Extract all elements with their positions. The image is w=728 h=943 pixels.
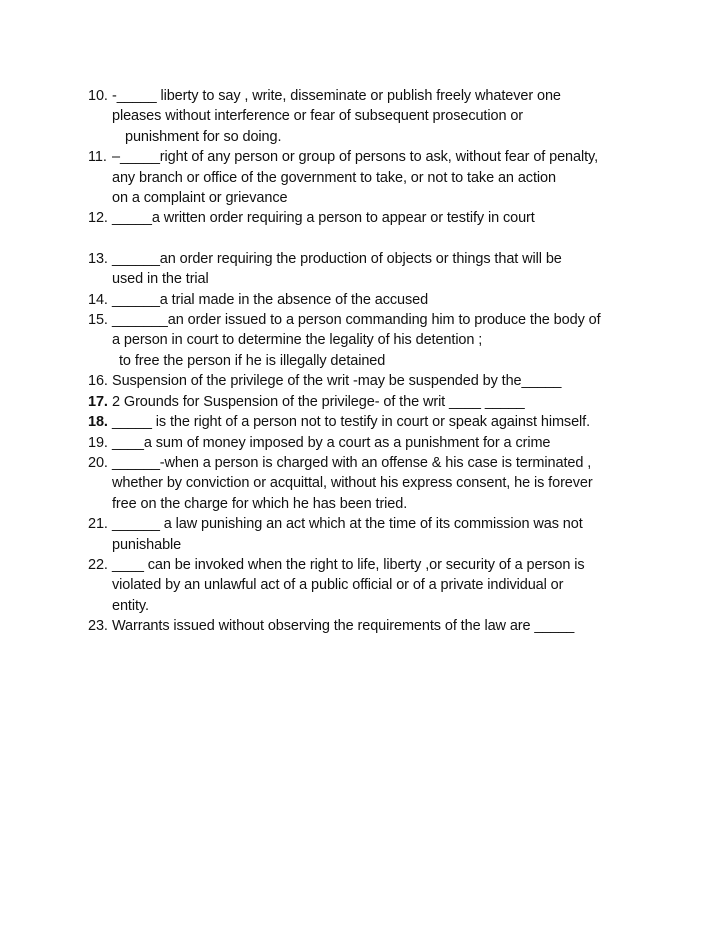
- item-number: 22.: [88, 556, 108, 573]
- item-number: 18.: [88, 414, 108, 431]
- item-text-line: on a complaint or grievance: [112, 190, 288, 207]
- item-text-line: any branch or office of the government to take, or not to take an action: [112, 169, 556, 186]
- item-text-line: _____ is the right of a person not to testify in court or speak against himself.: [112, 414, 591, 431]
- item-number: 23.: [88, 618, 108, 635]
- item-text-line: ____a sum of money imposed by a court as a punishment for a crime: [112, 434, 551, 451]
- list-item: [88, 433, 648, 453]
- list-item: [88, 86, 648, 147]
- list-item: [88, 147, 648, 208]
- list-item: [88, 290, 648, 310]
- item-text-line: _____a written order requiring a person to appear or testify in court: [112, 210, 535, 227]
- item-text-line: ______a trial made in the absence of the accused: [112, 291, 429, 308]
- item-text-line: –_____right of any person or group of persons to ask, without fear of penalty,: [112, 149, 599, 166]
- list-item: [88, 514, 648, 555]
- list-item: [88, 453, 648, 514]
- list-item: [88, 310, 648, 371]
- list-item: [88, 249, 648, 290]
- item-number: 12.: [88, 210, 108, 227]
- item-number: 21.: [88, 516, 108, 533]
- item-text-line: punishable: [112, 536, 182, 553]
- item-text-line: a person in court to determine the legality of his detention ;: [112, 332, 483, 349]
- item-text-line: ______ a law punishing an act which at the time of its commission was not: [112, 516, 583, 533]
- item-text-line: to free the person if he is illegally detained: [119, 352, 386, 369]
- list-item: [88, 555, 648, 616]
- item-text-line: ______-when a person is charged with an offense & his case is terminated ,: [112, 454, 592, 471]
- item-number: 14.: [88, 291, 108, 308]
- list-item: [88, 208, 648, 228]
- item-number: 15.: [88, 312, 108, 329]
- list-item: [88, 616, 648, 636]
- item-number: 11.: [88, 149, 107, 166]
- item-number: 20.: [88, 454, 108, 471]
- item-text-line: Warrants issued without observing the requirements of the law are _____: [112, 618, 575, 635]
- item-text-line: punishment for so doing.: [125, 128, 282, 145]
- item-text-line: _______an order issued to a person commanding him to produce the body of: [112, 312, 601, 329]
- item-text-line: free on the charge for which he has been tried.: [112, 495, 408, 512]
- item-number: 17.: [88, 393, 108, 410]
- item-number: 19.: [88, 434, 108, 451]
- question-list: [88, 86, 648, 637]
- item-text-line: ____ can be invoked when the right to life, liberty ,or security of a person is: [112, 556, 585, 573]
- item-text-line: Suspension of the privilege of the writ -may be suspended by the_____: [112, 373, 562, 390]
- item-text-line: violated by an unlawful act of a public official or of a private individual or: [112, 577, 564, 594]
- item-number: 16.: [88, 373, 108, 390]
- item-text-line: 2 Grounds for Suspension of the privilege- of the writ ____ _____: [112, 393, 525, 410]
- item-text-line: whether by conviction or acquittal, without his express consent, he is forever: [112, 475, 593, 492]
- list-item: [88, 412, 648, 432]
- list-item: [88, 392, 648, 412]
- item-text-line: used in the trial: [112, 271, 209, 288]
- item-text-line: entity.: [112, 597, 149, 614]
- item-text-line: ______an order requiring the production of objects or things that will be: [112, 250, 562, 267]
- item-number: 13.: [88, 250, 108, 267]
- item-number: 10.: [88, 88, 108, 104]
- list-item: [88, 371, 648, 391]
- item-text-line: -_____ liberty to say , write, disseminate or publish freely whatever one: [112, 88, 561, 104]
- item-text-line: pleases without interference or fear of subsequent prosecution or: [112, 108, 524, 125]
